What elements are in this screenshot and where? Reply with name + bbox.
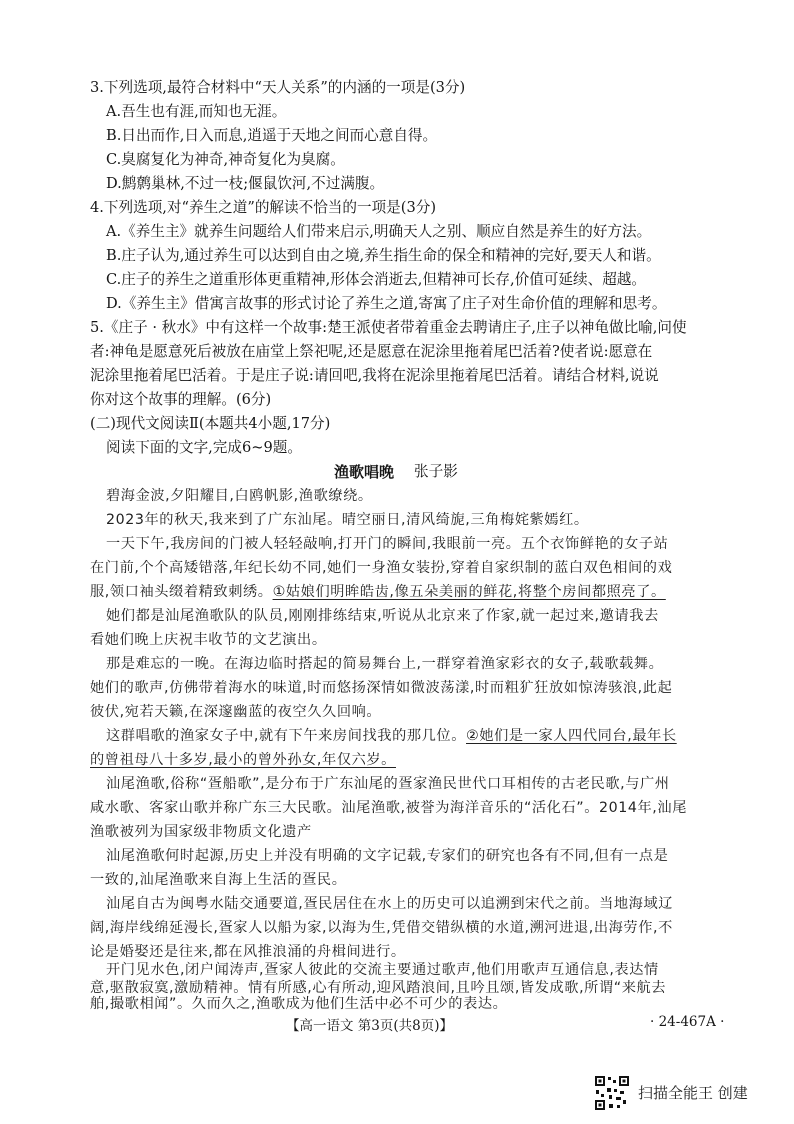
article-p7-line1: 汕尾渔歌,俗称“疍船歌”,是分布于广东汕尾的疍家渔民世代口耳相传的古老民歌,与广州 xyxy=(106,776,670,792)
article-p2: 2023年的秋天,我来到了广东汕尾。晴空丽日,清风绮旎,三角梅姹紫嫣红。 xyxy=(106,512,589,528)
q4-option-b: B.庄子认为,通过养生可以达到自由之境,养生指生命的保全和精神的完好,要天人和谐。 xyxy=(106,247,661,264)
article-p3-line3 xyxy=(90,582,666,602)
article-p5-line3: 彼伏,宛若天籁,在深邃幽蓝的夜空久久回响。 xyxy=(90,704,382,720)
underlined-sentence-2b: 的曾祖母八十多岁,最小的曾外孙女,年仅六岁。 xyxy=(90,752,396,768)
q4-option-a: A.《养生主》就养生问题给人们带来启示,明确天人之别、顺应自然是养生的好方法。 xyxy=(106,223,652,240)
scanner-watermark-text: 扫描全能王 创建 xyxy=(638,1084,748,1102)
q5-line-1: 5.《庄子 · 秋水》中有这样一个故事:楚王派使者带着重金去聘请庄子,庄子以神龟做比喻,问使 xyxy=(90,319,687,336)
underlined-sentence-1: ①姑娘们明眸皓齿,像五朵美丽的鲜花,将整个房间都照亮了。 xyxy=(272,584,666,600)
article-p5-line1: 那是难忘的一晚。在海边临时搭起的简易舞台上,一群穿着渔家彩衣的女子,载歌载舞。 xyxy=(106,656,664,672)
article-p5-line2: 她们的歌声,仿佛带着海水的味道,时而悠扬深情如微波荡漾,时而粗犷狂放如惊涛骇浪,此起 xyxy=(90,680,673,696)
article-p4-line1: 她们都是汕尾渔歌队的队员,刚刚排练结束,听说从北京来了作家,就一起过来,邀请我去 xyxy=(106,608,659,624)
article-p1: 碧海金波,夕阳耀目,白鸥帆影,渔歌缭绕。 xyxy=(106,488,373,504)
page-footer-code: · 24-467A · xyxy=(650,1014,725,1030)
q4-option-c: C.庄子的养生之道重形体更重精神,形体会消逝去,但精神可长存,价值可延续、超越。 xyxy=(106,271,646,288)
article-title: 渔歌唱晚 xyxy=(334,463,395,481)
qr-code-icon xyxy=(594,1075,630,1111)
q4-stem: 4.下列选项,对“养生之道”的解读不恰当的一项是(3分) xyxy=(90,199,437,216)
section-header: (二)现代文阅读Ⅱ(本题共4小题,17分) xyxy=(90,415,331,432)
q3-stem: 3.下列选项,最符合材料中“天人关系”的内涵的一项是(3分) xyxy=(90,79,466,96)
article-p9-line1: 汕尾自古为闽粤水陆交通要道,疍民居住在水上的历史可以追溯到宋代之前。当地海域辽 xyxy=(106,896,674,912)
article-p3-line3-text: 服,领口袖头缀着精致刺绣。 xyxy=(90,584,273,600)
q3-option-b: B.日出而作,日入而息,逍遥于天地之间而心意自得。 xyxy=(106,127,438,144)
article-p6-line1-text: 这群唱歌的渔家女子中,就有下午来房间找我的那几位。 xyxy=(106,728,467,744)
q5-line-3: 泥涂里拖着尾巴活着。于是庄子说:请回吧,我将在泥涂里拖着尾巴活着。请结合材料,说说 xyxy=(90,367,659,384)
article-p8-line2: 一致的,汕尾渔歌来自海上生活的疍民。 xyxy=(90,872,347,888)
article-p3-line2: 在门前,个个高矮错落,年纪长幼不同,她们一身渔女装扮,穿着自家织制的蓝白双色相间的戏 xyxy=(90,560,673,576)
article-p10-line2: 意,驱散寂寞,激励精神。情有所感,心有所动,迎风踏浪间,且吟且颂,皆发成歌,所谓“来航去 xyxy=(90,980,667,996)
q4-option-d: D.《养生主》借寓言故事的形式讨论了养生之道,寄寓了庄子对生命价值的理解和思考。 xyxy=(106,295,667,312)
article-p7-line3: 渔歌被列为国家级非物质文化遗产 xyxy=(90,824,312,840)
article-p3-line1: 一天下午,我房间的门被人轻轻敲响,打开门的瞬间,我眼前一亮。五个衣饰鲜艳的女子站 xyxy=(106,536,669,552)
q3-option-c: C.臭腐复化为神奇,神奇复化为臭腐。 xyxy=(106,151,345,168)
article-p9-line3: 论是婚娶还是往来,都在风推浪涌的舟楫间进行。 xyxy=(90,944,406,960)
q3-option-d: D.鹪鹩巢林,不过一枝;偃鼠饮河,不过满腹。 xyxy=(106,175,385,192)
section-instruction: 阅读下面的文字,完成6~9题。 xyxy=(106,439,302,456)
article-p10-line1: 开门见水色,闭户闻涛声,疍家人彼此的交流主要通过歌声,他们用歌声互通信息,表达情 xyxy=(106,962,659,978)
q5-line-4: 你对这个故事的理解。(6分) xyxy=(90,391,272,408)
page-footer-label: 【高一语文 第3页(共8页)】 xyxy=(286,1018,454,1034)
underlined-sentence-2a: ②她们是一家人四代同台,最年长 xyxy=(466,728,677,744)
article-p7-line2: 咸水歌、客家山歌并称广东三大民歌。汕尾渔歌,被誉为海洋音乐的“活化石”。2014年,汕尾 xyxy=(90,800,687,816)
article-author: 张子影 xyxy=(414,463,458,480)
article-p9-line2: 阔,海岸线绵延漫长,疍家人以船为家,以海为生,凭借交错纵横的水道,溯河进退,出海劳作,不 xyxy=(90,920,673,936)
article-p6-line1 xyxy=(106,726,677,746)
q3-option-a: A.吾生也有涯,而知也无涯。 xyxy=(106,103,287,120)
article-p4-line2: 看她们晚上庆祝丰收节的文艺演出。 xyxy=(90,632,327,648)
q5-line-2: 者:神龟是愿意死后被放在庙堂上祭祀呢,还是愿意在泥涂里拖着尾巴活着?使者说:愿意在 xyxy=(90,343,653,360)
article-p8-line1: 汕尾渔歌何时起源,历史上并没有明确的文字记载,专家们的研究也各有不同,但有一点是 xyxy=(106,848,669,864)
article-p10-line3: 舶,撮歌相闻”。久而久之,渔歌成为他们生活中必不可少的表达。 xyxy=(90,996,508,1012)
